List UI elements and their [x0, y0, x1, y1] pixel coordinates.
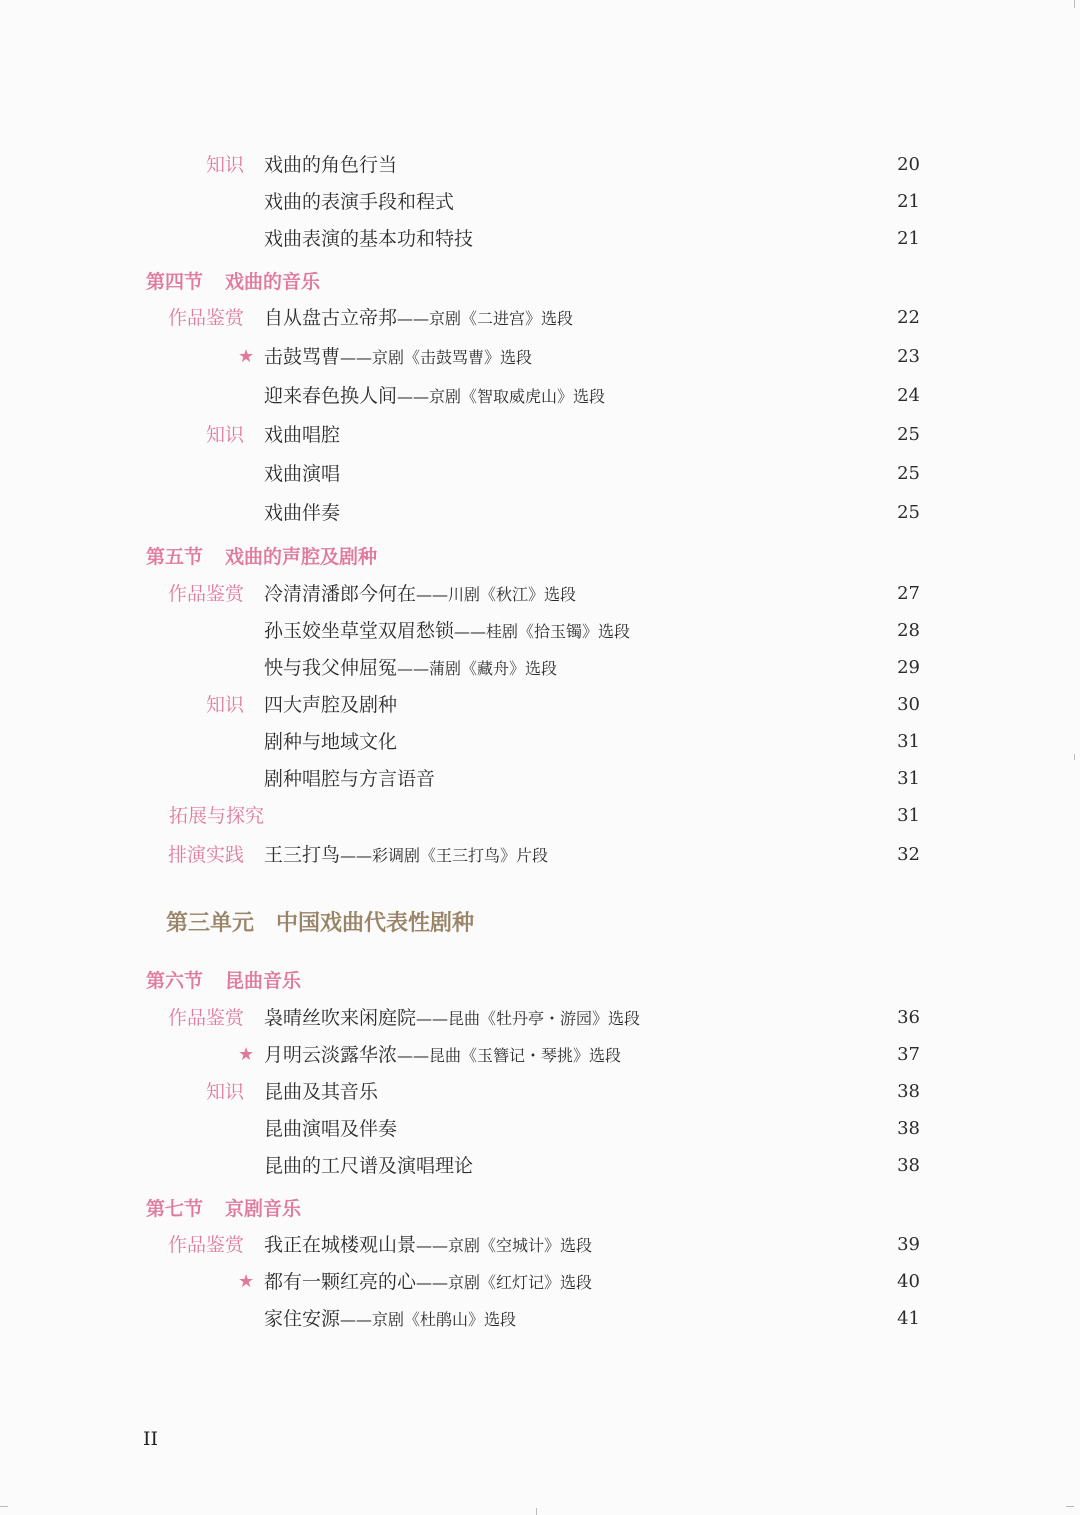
- toc-entry[interactable]: [0, 1302, 1080, 1336]
- entry-title: [264, 725, 397, 760]
- entry-title: [264, 148, 397, 183]
- entry-page-number: 31: [897, 805, 920, 826]
- toc-entry[interactable]: [0, 222, 1080, 256]
- entry-main-title: 自从盘古立帝邦: [264, 307, 398, 329]
- entry-page-number: 25: [897, 424, 920, 445]
- entry-page-number: 24: [897, 385, 920, 406]
- toc-entry[interactable]: [0, 688, 1080, 722]
- entry-subtitle: ——京剧《智取威虎山》选段: [397, 387, 606, 406]
- entry-page-number: 29: [897, 657, 920, 678]
- crop-mark: [0, 1506, 8, 1507]
- entry-main-title: 怏与我父伸屈冤: [264, 657, 398, 679]
- entry-title: [264, 651, 557, 686]
- entry-main-title: 剧种与地域文化: [264, 731, 398, 753]
- entry-page-number: 21: [897, 191, 920, 212]
- toc-entry[interactable]: [0, 148, 1080, 182]
- section-title: 戏曲的音乐: [225, 271, 321, 293]
- crop-mark: [1074, 754, 1075, 760]
- entry-category: 知识: [205, 154, 244, 176]
- entry-title: [264, 1001, 640, 1036]
- entry-main-title: 戏曲的角色行当: [264, 154, 398, 176]
- entry-title: [264, 457, 340, 492]
- toc-entry[interactable]: [0, 651, 1080, 685]
- entry-page-number: 39: [897, 1234, 920, 1255]
- star-icon: ★: [238, 346, 255, 367]
- unit-number: 第三单元: [166, 910, 255, 936]
- toc-entry[interactable]: [0, 1265, 1080, 1299]
- crop-mark: [536, 1508, 537, 1515]
- entry-main-title: 家住安源: [264, 1308, 341, 1330]
- entry-main-title: 戏曲的表演手段和程式: [264, 191, 455, 213]
- section-heading: [146, 1192, 301, 1226]
- toc-entry[interactable]: [0, 418, 1080, 452]
- entry-title: [264, 1112, 397, 1147]
- entry-subtitle: ——川剧《秋江》选段: [416, 585, 577, 604]
- star-icon: ★: [238, 1044, 255, 1065]
- toc-entry[interactable]: [0, 1001, 1080, 1035]
- entry-title: [264, 185, 454, 220]
- entry-category: 知识: [205, 694, 244, 716]
- toc-entry[interactable]: [0, 762, 1080, 796]
- folio-page-number: II: [143, 1428, 159, 1450]
- entry-main-title: 戏曲伴奏: [264, 502, 341, 524]
- section-title: 昆曲音乐: [225, 970, 302, 992]
- entry-main-title: 昆曲的工尺谱及演唱理论: [264, 1155, 474, 1177]
- toc-entry[interactable]: [0, 301, 1080, 335]
- toc-entry[interactable]: [0, 614, 1080, 648]
- entry-title: [264, 1149, 473, 1184]
- toc-entry[interactable]: [0, 340, 1080, 374]
- toc-entry[interactable]: [0, 457, 1080, 491]
- toc-entry[interactable]: [0, 1038, 1080, 1072]
- section-heading: [146, 265, 320, 299]
- entry-category: 作品鉴赏: [167, 1007, 244, 1029]
- entry-subtitle: ——京剧《空城计》选段: [416, 1236, 593, 1255]
- entry-subtitle: ——京剧《杜鹃山》选段: [340, 1310, 517, 1329]
- entry-subtitle: ——京剧《二进宫》选段: [397, 309, 574, 328]
- entry-main-title: 击鼓骂曹: [264, 346, 341, 368]
- section-heading: [146, 540, 377, 574]
- entry-title: [264, 418, 340, 453]
- entry-subtitle: ——彩调剧《王三打鸟》片段: [340, 846, 549, 865]
- entry-subtitle: ——京剧《红灯记》选段: [416, 1273, 593, 1292]
- entry-main-title: 我正在城楼观山景: [264, 1234, 417, 1256]
- entry-main-title: 孙玉姣坐草堂双眉愁锁: [264, 620, 455, 642]
- toc-entry[interactable]: [0, 185, 1080, 219]
- toc-entry[interactable]: [0, 1075, 1080, 1109]
- entry-page-number: 38: [897, 1155, 920, 1176]
- section-number: 第六节: [146, 970, 204, 992]
- entry-main-title: 戏曲表演的基本功和特技: [264, 228, 474, 250]
- entry-page-number: 36: [897, 1007, 920, 1028]
- entry-subtitle: ——桂剧《拾玉镯》选段: [454, 622, 631, 641]
- entry-title: [264, 1228, 592, 1263]
- entry-title: [264, 1302, 516, 1337]
- section-number: 第五节: [146, 546, 204, 568]
- unit-title: 中国戏曲代表性剧种: [276, 910, 475, 936]
- entry-main-title: 剧种唱腔与方言语音: [264, 768, 436, 790]
- entry-page-number: 38: [897, 1118, 920, 1139]
- entry-subtitle: ——昆曲《玉簪记・琴挑》选段: [397, 1046, 622, 1065]
- toc-entry[interactable]: [0, 496, 1080, 530]
- toc-entry[interactable]: [0, 1149, 1080, 1183]
- entry-main-title: 昆曲演唱及伴奏: [264, 1118, 398, 1140]
- entry-title: [264, 838, 548, 873]
- toc-entry[interactable]: [0, 838, 1080, 872]
- entry-page-number: 31: [897, 731, 920, 752]
- entry-subtitle: ——昆曲《牡丹亭・游园》选段: [416, 1009, 641, 1028]
- entry-main-title: 袅晴丝吹来闲庭院: [264, 1007, 417, 1029]
- section-number: 第七节: [146, 1198, 204, 1220]
- entry-category: 拓展与探究: [168, 805, 264, 827]
- entry-title: [264, 379, 605, 414]
- entry-main-title: 都有一颗红亮的心: [264, 1271, 417, 1293]
- entry-main-title: 戏曲演唱: [264, 463, 341, 485]
- entry-main-title: 迎来春色换人间: [264, 385, 398, 407]
- entry-page-number: 20: [897, 154, 920, 175]
- crop-mark: [1074, 0, 1075, 8]
- entry-page-number: 25: [897, 463, 920, 484]
- entry-main-title: 王三打鸟: [264, 844, 341, 866]
- entry-title: [264, 340, 532, 375]
- toc-entry[interactable]: [0, 1228, 1080, 1262]
- section-title: 京剧音乐: [225, 1198, 302, 1220]
- entry-main-title: 昆曲及其音乐: [264, 1081, 379, 1103]
- entry-title: [264, 1075, 378, 1110]
- entry-title: [264, 762, 435, 797]
- entry-category: 知识: [205, 424, 244, 446]
- entry-page-number: 31: [897, 768, 920, 789]
- entry-main-title: 四大声腔及剧种: [264, 694, 398, 716]
- entry-title: [264, 222, 473, 257]
- entry-main-title: 冷清清潘郎今何在: [264, 583, 417, 605]
- entry-category: 作品鉴赏: [167, 307, 244, 329]
- entry-page-number: 25: [897, 502, 920, 523]
- entry-category: 排演实践: [167, 844, 244, 866]
- unit-heading: [166, 905, 474, 941]
- entry-page-number: 41: [897, 1308, 920, 1329]
- entry-page-number: 30: [897, 694, 920, 715]
- entry-main-title: 月明云淡露华浓: [264, 1044, 398, 1066]
- entry-page-number: 23: [897, 346, 920, 367]
- entry-page-number: 28: [897, 620, 920, 641]
- entry-title: [264, 301, 573, 336]
- entry-title: [264, 1038, 621, 1073]
- entry-title: [264, 496, 340, 531]
- entry-title: [264, 614, 630, 649]
- entry-title: [264, 577, 576, 612]
- entry-title: [264, 1265, 592, 1300]
- entry-page-number: 37: [897, 1044, 920, 1065]
- section-number: 第四节: [146, 271, 204, 293]
- toc-entry[interactable]: [0, 379, 1080, 413]
- entry-category: 作品鉴赏: [167, 1234, 244, 1256]
- entry-page-number: 22: [897, 307, 920, 328]
- entry-title: [264, 688, 397, 723]
- toc-entry[interactable]: [0, 725, 1080, 759]
- entry-page-number: 27: [897, 583, 920, 604]
- entry-category: 知识: [205, 1081, 244, 1103]
- entry-page-number: 40: [897, 1271, 920, 1292]
- section-title: 戏曲的声腔及剧种: [225, 546, 378, 568]
- entry-main-title: 戏曲唱腔: [264, 424, 341, 446]
- section-heading: [146, 964, 301, 998]
- entry-page-number: 32: [897, 844, 920, 865]
- entry-category: 作品鉴赏: [167, 583, 244, 605]
- entry-subtitle: ——京剧《击鼓骂曹》选段: [340, 348, 533, 367]
- toc-entry[interactable]: [0, 799, 1080, 833]
- crop-mark: [1066, 1506, 1074, 1507]
- entry-page-number: 21: [897, 228, 920, 249]
- star-icon: ★: [238, 1271, 255, 1292]
- toc-entry[interactable]: [0, 577, 1080, 611]
- entry-subtitle: ——蒲剧《藏舟》选段: [397, 659, 558, 678]
- entry-page-number: 38: [897, 1081, 920, 1102]
- toc-entry[interactable]: [0, 1112, 1080, 1146]
